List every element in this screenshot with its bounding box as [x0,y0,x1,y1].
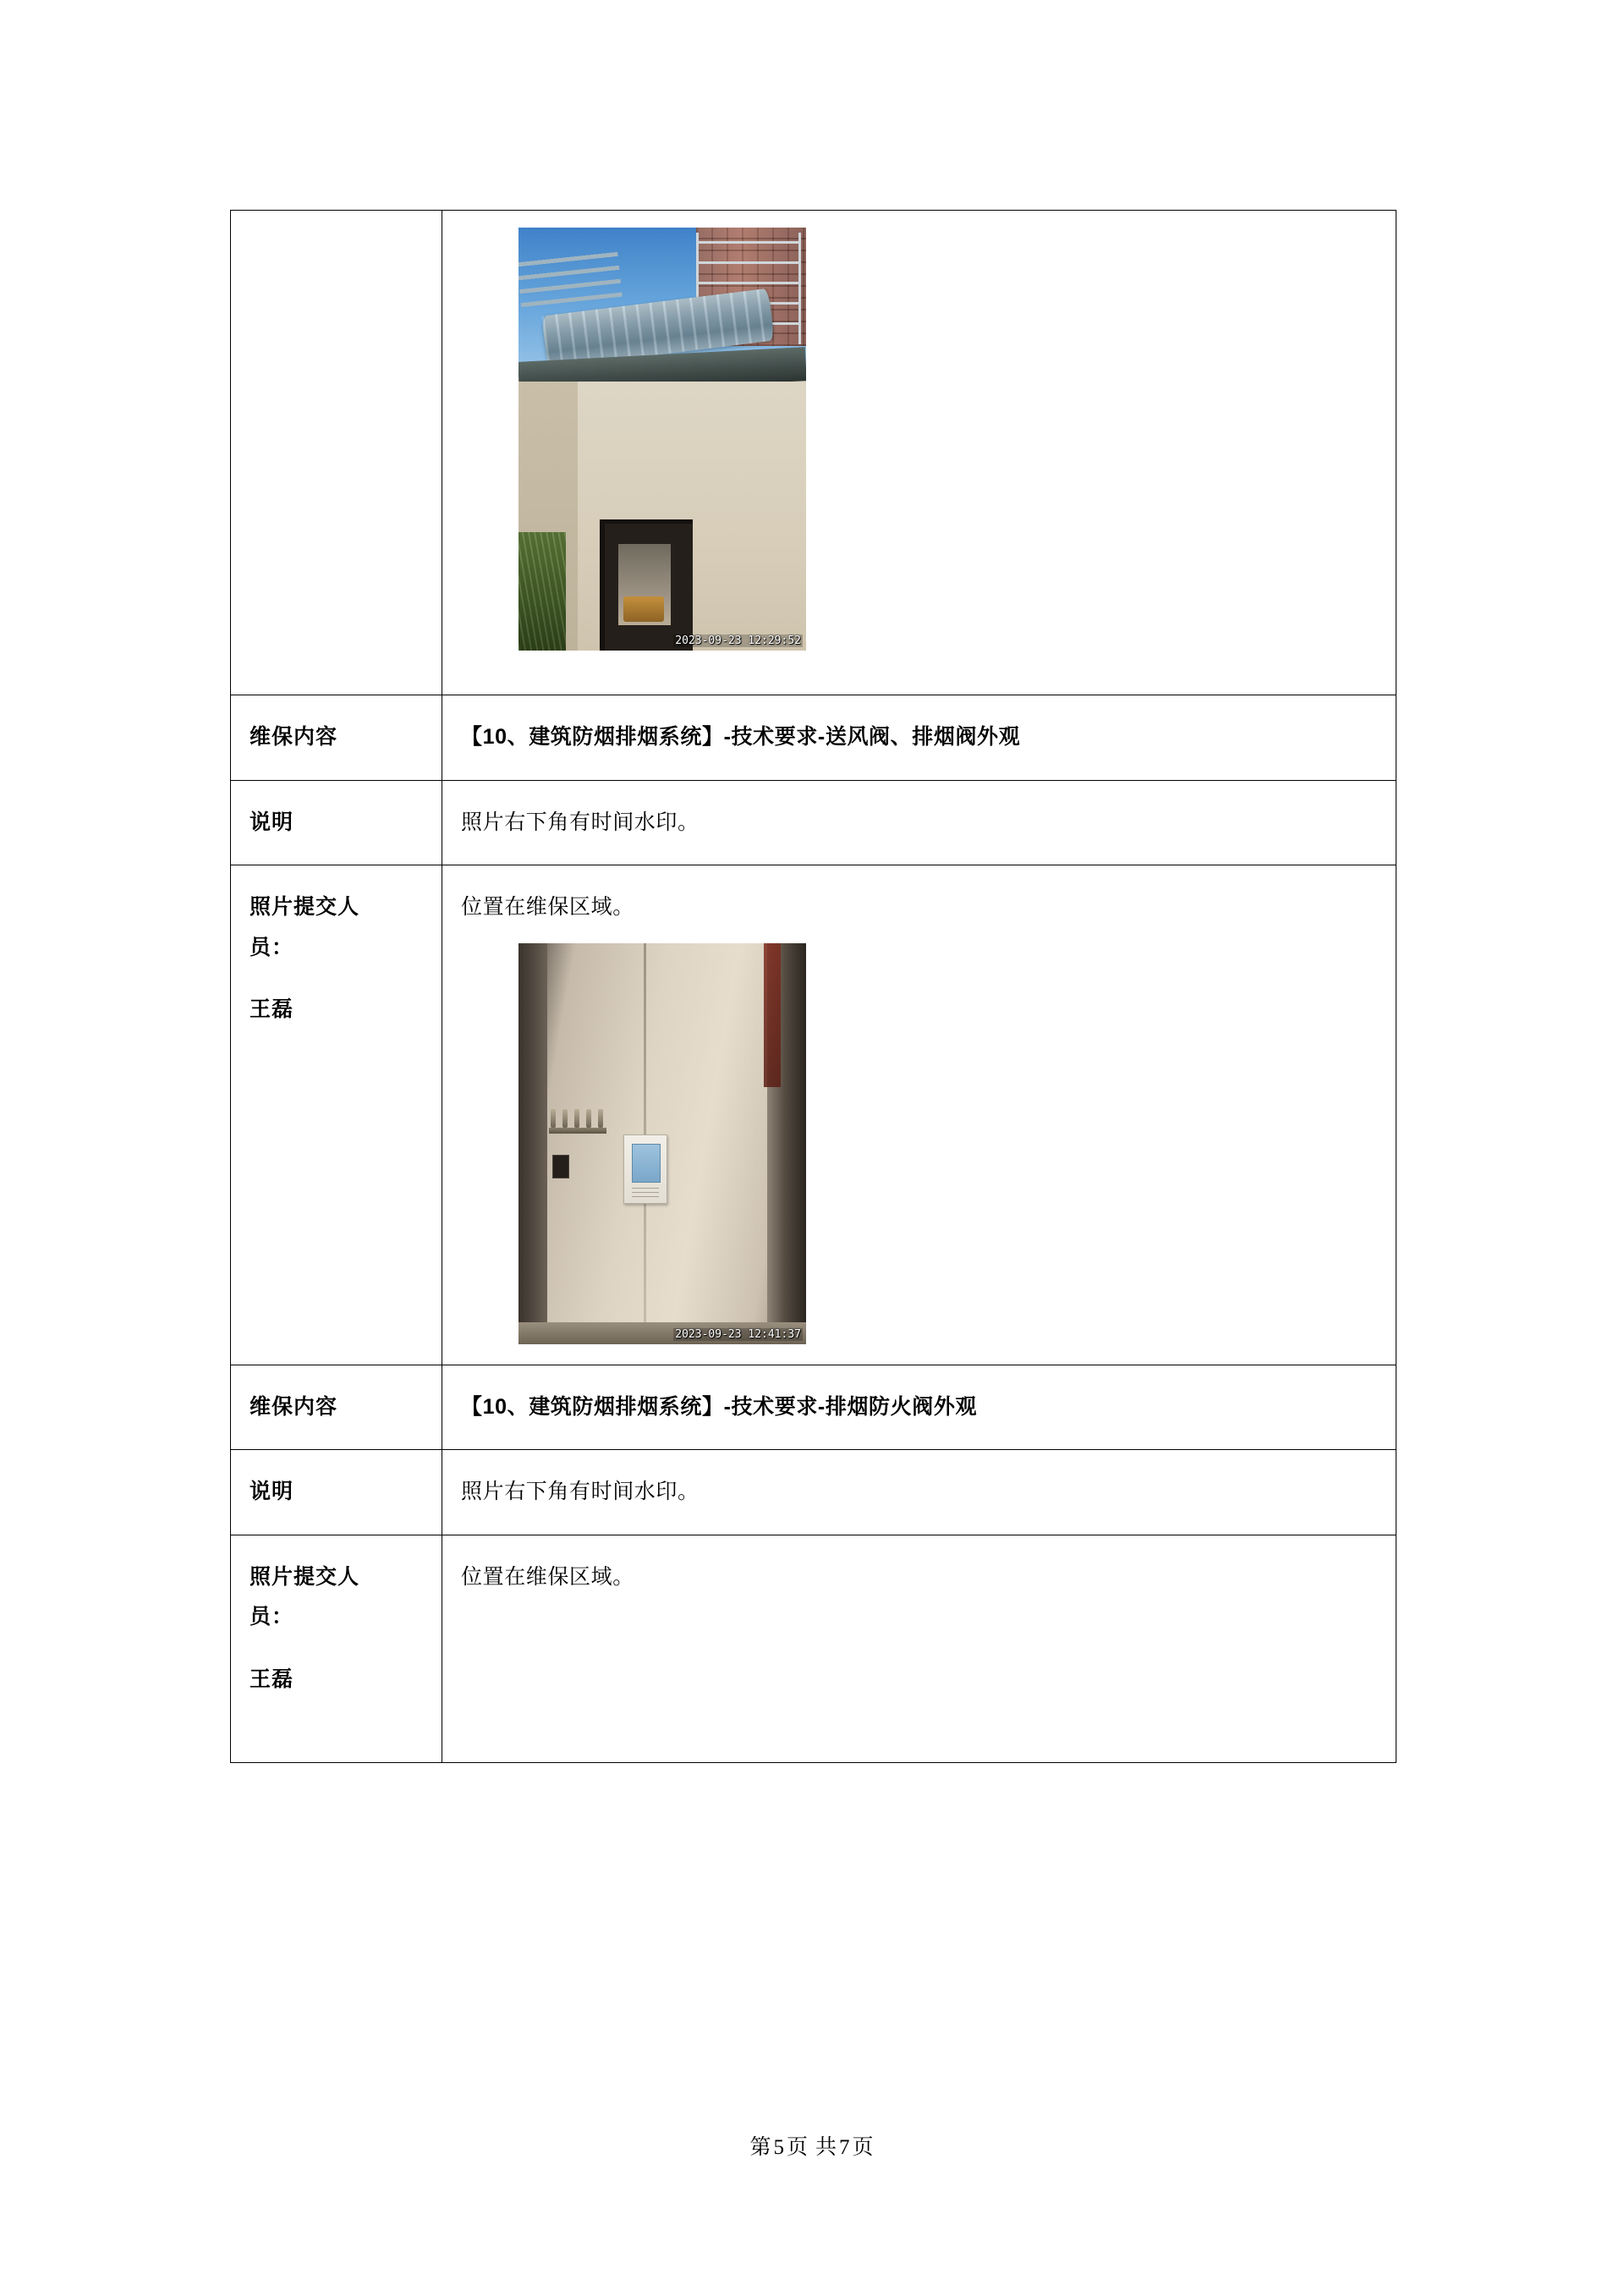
panel-face [632,1144,661,1183]
red-wall-strip [764,943,781,1087]
submitter-label-cell [231,1535,442,1762]
submitter-label-line2: 员： [250,1605,294,1629]
valve-control-panel [623,1134,667,1204]
row-value: 【10、建筑防烟排烟系统】-技术要求-送风阀、排烟阀外观 [461,725,1021,749]
hook-rail [549,1128,606,1134]
table-row [231,780,1396,865]
submitter-name: 王磊 [250,997,294,1021]
submitter-content-cell [442,1535,1396,1762]
maintenance-record-table [230,210,1396,1763]
row-label: 说明 [250,810,294,834]
submitter-name: 王磊 [250,1667,294,1691]
valve-switch-photo-wrapper [518,943,1375,1344]
panel-label-strip [632,1187,659,1197]
footer-middle: 页 共 [787,2135,837,2159]
valve-switch-photo [518,943,806,1344]
footer-suffix: 页 [852,2135,875,2159]
row-value: 【10、建筑防烟排烟系统】-技术要求-排烟防火阀外观 [461,1394,978,1419]
vegetation [518,532,566,651]
row-value-cell [442,780,1396,865]
row-label-cell-empty [231,211,442,695]
row-label: 维保内容 [250,725,338,749]
photo-caption: 位置在维保区域。 [461,1564,634,1589]
row-label-cell [231,780,442,865]
row-value-cell [442,1450,1396,1535]
table-row [231,1450,1396,1535]
footer-prefix: 第 [749,2135,772,2159]
submitter-label-line1: 照片提交人 [250,1564,360,1589]
doorway-object [623,596,664,622]
row-label-cell [231,695,442,781]
row-value-cell [442,695,1396,781]
wall-device [552,1155,569,1178]
row-label-cell [231,1450,442,1535]
row-value: 照片右下角有时间水印。 [461,1480,700,1503]
submitter-label-line1: 照片提交人 [250,895,360,919]
submitter-label-cell [231,865,442,1365]
door-edge-left [518,943,547,1344]
photo-caption: 位置在维保区域。 [461,895,634,919]
table-row [231,865,1396,1365]
photo-timestamp: 2023-09-23 12:29:52 [675,634,801,647]
row-value-cell [442,1365,1396,1450]
footer-total-pages: 7 [838,2136,851,2159]
duct-photo [518,228,806,651]
table-row [231,1535,1396,1762]
row-label: 说明 [250,1480,294,1503]
submitter-label-line2: 员： [250,935,294,959]
doorway [600,519,693,651]
table-row [231,1365,1396,1450]
row-photo-cell [442,211,1396,695]
submitter-content-cell [442,865,1396,1365]
footer-current-page: 5 [773,2136,786,2159]
duct-photo-wrapper [518,228,1375,651]
row-value: 照片右下角有时间水印。 [461,810,700,834]
photo-timestamp: 2023-09-23 12:41:37 [675,1327,801,1341]
table-row [231,695,1396,781]
table-row [231,211,1396,695]
page-footer [0,2130,1624,2161]
row-label-cell [231,1365,442,1450]
row-label: 维保内容 [250,1394,338,1419]
